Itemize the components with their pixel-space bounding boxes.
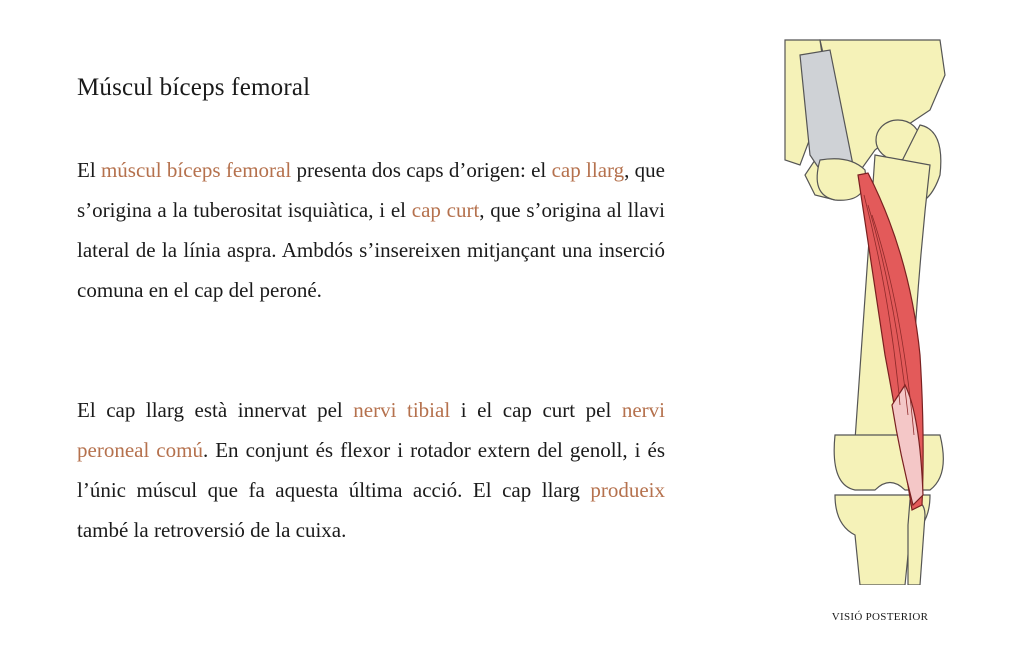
term-biceps-femoral[interactable]: múscul bíceps femoral <box>100 158 292 182</box>
femur-condyles <box>834 435 943 490</box>
text: . En conjunt és flexor i rotador extern del genoll, i és l’únic múscul que fa aquesta última acció. El cap llarg <box>77 438 665 502</box>
text: i el cap curt pel <box>450 398 622 422</box>
page-title: Múscul bíceps femoral <box>77 74 311 101</box>
fibula-bone <box>908 500 925 585</box>
term-produeix[interactable]: produeix <box>590 478 665 502</box>
illustration-caption: VISIÓ POSTERIOR <box>831 611 929 623</box>
term-cap-curt[interactable]: cap curt <box>411 198 480 222</box>
term-nervi-peroneal-comu[interactable]: nervi peroneal comú <box>77 398 666 462</box>
anatomy-illustration <box>780 35 950 585</box>
paragraph-innervation <box>77 390 665 550</box>
term-nervi-tibial[interactable]: nervi tibial <box>353 398 451 422</box>
text: El <box>77 158 101 182</box>
paragraph-origin <box>77 150 665 310</box>
term-cap-llarg[interactable]: cap llarg <box>551 158 625 182</box>
text: presenta dos caps d’origen: el <box>291 158 552 182</box>
text: també la retroversió de la cuixa. <box>77 518 347 542</box>
text: , que s’origina a la tuberositat isquiàtica, i el <box>77 158 665 222</box>
text: , que s’origina al llavi lateral de la línia aspra. Ambdós s’insereixen mitjançant una inserció comuna en el cap del peroné. <box>77 198 666 302</box>
text: El cap llarg està innervat pel <box>77 398 354 422</box>
